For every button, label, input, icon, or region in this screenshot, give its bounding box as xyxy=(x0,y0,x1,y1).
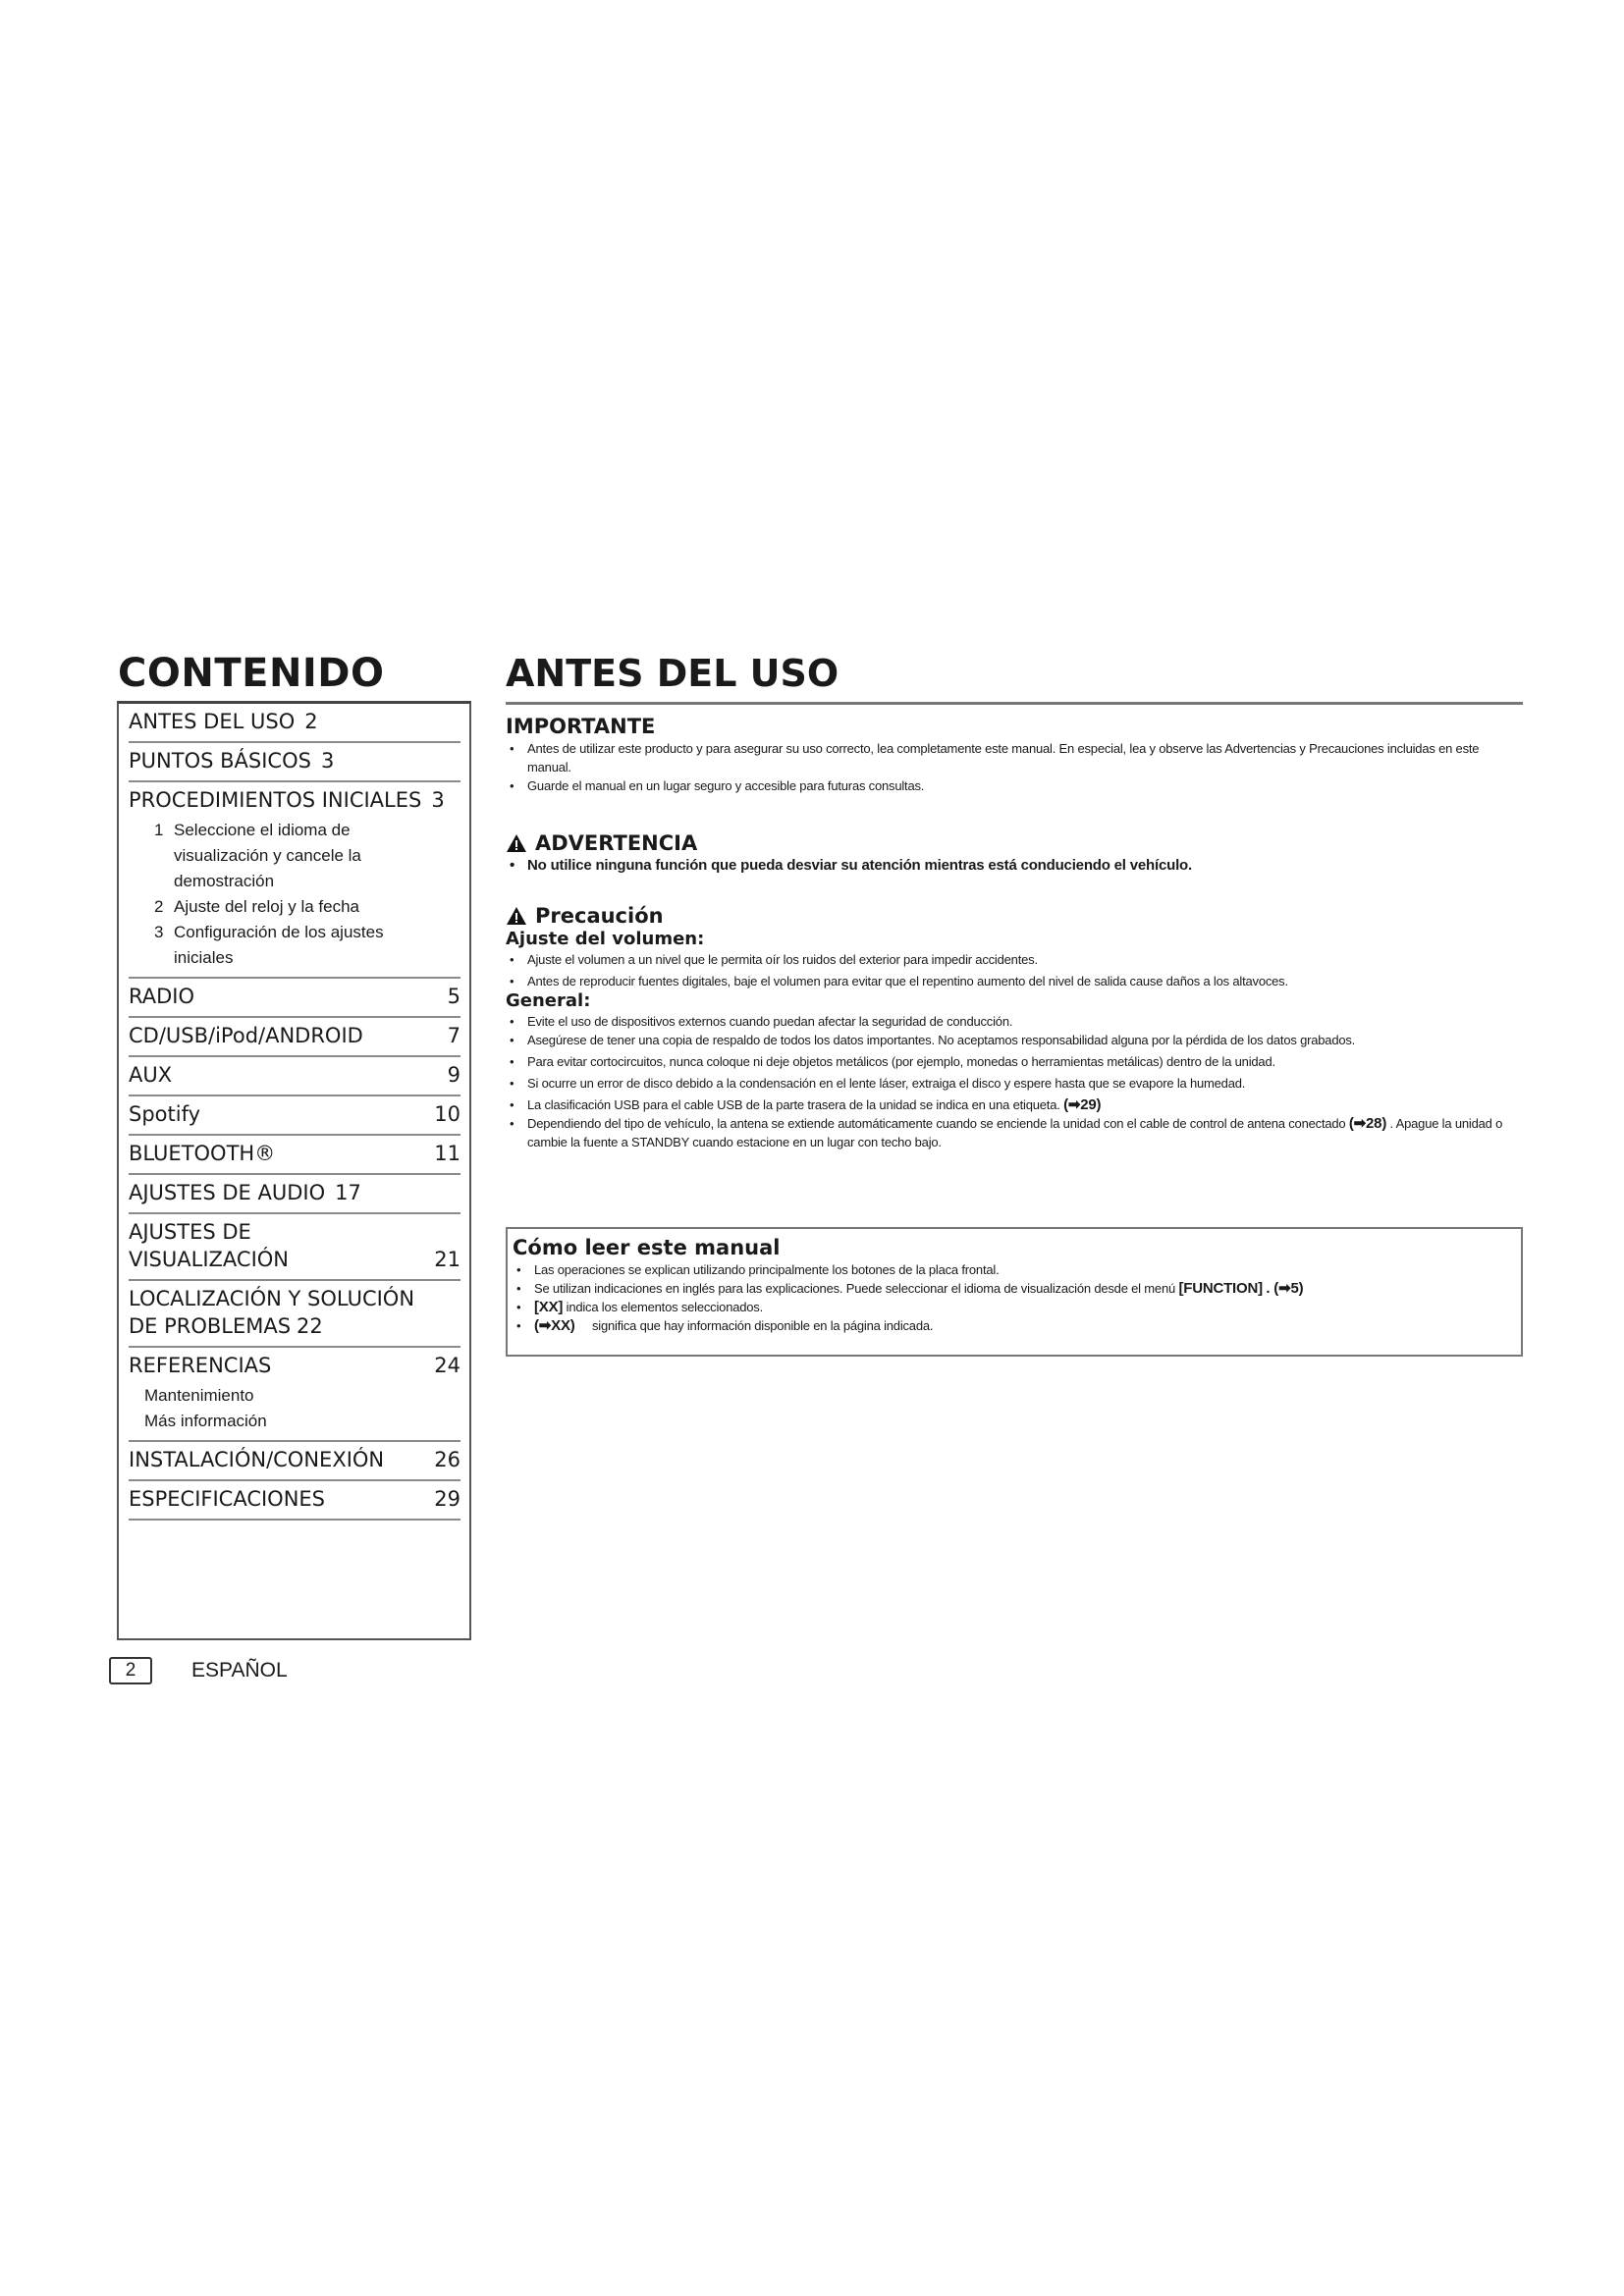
toc-subitem-number: 1 xyxy=(154,821,164,839)
toc-subitem-text: Más información xyxy=(144,1412,267,1430)
toc-entry-label: ANTES DEL USO xyxy=(129,710,296,733)
list-item: • Si ocurre un error de disco debido a la condensación en el lente láser, extraiga el disco y espere hasta que se evapore la humedad. xyxy=(510,1074,1517,1093)
toc-entry-page: 21 xyxy=(434,1248,460,1271)
importante-section xyxy=(506,714,1517,795)
list-item: • Ajuste el volumen a un nivel que le permita oír los ruidos del exterior para impedir accidentes. xyxy=(510,950,1517,969)
antenna-text: Dependiendo del tipo de vehículo, la antena se extiende automáticamente cuando se enciende la unidad con el cable de control de antena conectado xyxy=(527,1116,1346,1131)
list-item-antenna xyxy=(510,1114,1517,1151)
toc-entry-localizacion-y-solucion[interactable] xyxy=(129,1281,460,1348)
toc-subitem[interactable] xyxy=(154,894,460,920)
toc-entry-ajustes-de-visualizacion[interactable] xyxy=(129,1214,460,1281)
how-to-read-heading: Cómo leer este manual xyxy=(513,1236,781,1259)
advertencia-list xyxy=(506,856,1517,875)
general-subheading: General: xyxy=(506,990,591,1011)
advertencia-section xyxy=(506,830,1517,875)
list-item xyxy=(516,1279,1516,1298)
list-item: • Las operaciones se explican utilizando principalmente los botones de la placa frontal. xyxy=(516,1260,1516,1279)
toc-subitem-number: 3 xyxy=(154,923,164,941)
general-list xyxy=(506,1012,1517,1151)
precaucion-heading-row xyxy=(506,903,1517,929)
function-key-label: [FUNCTION] xyxy=(1178,1280,1263,1297)
list-item: • Asegúrese de tener una copia de respaldo de todos los datos importantes. No aceptamos responsabilidad alguna por la pérdida de los datos grabados. xyxy=(510,1031,1517,1049)
toc-entry-instalacion-conexion[interactable] xyxy=(129,1442,460,1481)
toc-entry-label: AJUSTES DE VISUALIZACIÓN xyxy=(129,1220,289,1271)
toc-entry-label: LOCALIZACIÓN Y SOLUCIÓN DE PROBLEMAS xyxy=(129,1287,415,1338)
precaucion-heading: Precaución xyxy=(535,904,664,928)
toc-entry-ajustes-de-audio[interactable] xyxy=(129,1175,460,1214)
page-footer xyxy=(109,1657,288,1684)
toc-entry-especificaciones[interactable] xyxy=(129,1481,460,1521)
toc-entry-bluetooth[interactable] xyxy=(129,1136,460,1175)
bullet-text: indica los elementos seleccionados. xyxy=(566,1300,764,1314)
toc-entry-cd-usb-ipod-android[interactable] xyxy=(129,1018,460,1057)
toc-subitem-number: 2 xyxy=(154,897,164,916)
toc-entry-label: Spotify xyxy=(129,1102,201,1126)
toc-entry-page: 22 xyxy=(297,1314,323,1338)
toc-entry-label: INSTALACIÓN/CONEXIÓN xyxy=(129,1448,385,1471)
toc-subitem-text: Ajuste del reloj y la fecha xyxy=(174,897,359,916)
importante-heading: IMPORTANTE xyxy=(506,715,656,738)
list-item: • Evite el uso de dispositivos externos cuando puedan afectar la seguridad de conducción. xyxy=(510,1012,1517,1031)
toc-entry-spotify[interactable] xyxy=(129,1096,460,1136)
toc-entry-radio[interactable] xyxy=(129,979,460,1018)
list-item: • Antes de utilizar este producto y para asegurar su uso correcto, lea completamente este manual. En especial, lea y observe las Advertencias y Precauciones incluidas en este manual. xyxy=(510,739,1517,776)
how-to-read-box xyxy=(506,1227,1523,1357)
toc-entry-aux[interactable] xyxy=(129,1057,460,1096)
toc-subitem-text: Seleccione el idioma de visualización y cancele la demostración xyxy=(174,821,361,890)
section-divider xyxy=(506,702,1523,705)
antenna-tail-text: . Apague la unidad o cambie la fuente a STANDBY cuando estacione en un lugar con techo bajo. xyxy=(527,1116,1503,1149)
toc-box xyxy=(117,701,471,1640)
toc-entry-page: 29 xyxy=(434,1487,460,1511)
toc-entry-page: 5 xyxy=(447,985,460,1008)
toc-entry-referencias[interactable] xyxy=(129,1348,460,1442)
toc-entry-page: 3 xyxy=(320,749,335,773)
list-item xyxy=(516,1316,1516,1335)
toc-entry-label: ESPECIFICACIONES xyxy=(129,1487,326,1511)
advertencia-heading: ADVERTENCIA xyxy=(535,831,698,855)
toc-subitem[interactable] xyxy=(154,920,460,971)
toc-entry-page: 17 xyxy=(335,1181,361,1204)
toc-subitem[interactable] xyxy=(144,1383,460,1409)
volumen-list xyxy=(506,950,1517,990)
toc-subitem-text: Configuración de los ajustes iniciales xyxy=(174,923,384,967)
toc-entry-label: AJUSTES DE AUDIO xyxy=(129,1181,326,1204)
toc-entry-label: BLUETOOTH® xyxy=(129,1142,276,1165)
toc-entry-label: REFERENCIAS xyxy=(129,1354,272,1377)
toc-entry-label: CD/USB/iPod/ANDROID xyxy=(129,1024,363,1047)
toc-entry-label: AUX xyxy=(129,1063,173,1087)
usb-text: La clasificación USB para el cable USB de la parte trasera de la unidad se indica en una etiqueta. xyxy=(527,1097,1060,1112)
selected-item-notation: [XX] xyxy=(534,1299,564,1315)
toc-list xyxy=(119,704,469,1521)
toc-entry-antes-del-uso[interactable] xyxy=(129,704,460,743)
toc-entry-page: 3 xyxy=(431,788,445,812)
bullet-text: significa que hay información disponible en la página indicada. xyxy=(592,1318,934,1333)
toc-subitem[interactable] xyxy=(154,818,460,894)
toc-subitem[interactable] xyxy=(144,1409,460,1434)
toc-entry-label: RADIO xyxy=(129,985,194,1008)
page-number: 2 xyxy=(109,1657,152,1684)
page-reference-link[interactable]: . (➡5) xyxy=(1266,1280,1304,1297)
toc-subitems xyxy=(129,1383,460,1434)
page-reference-notation: (➡XX) xyxy=(534,1317,575,1334)
list-item-usb xyxy=(510,1095,1517,1114)
toc-entry-label: PROCEDIMIENTOS INICIALES xyxy=(129,788,422,812)
toc-entry-page: 11 xyxy=(434,1142,460,1165)
toc-entry-puntos-basicos[interactable] xyxy=(129,743,460,782)
section-title: ANTES DEL USO xyxy=(506,652,839,695)
list-item: • Para evitar cortocircuitos, nunca coloque ni deje objetos metálicos (por ejemplo, monedas o herramientas metálicas) dentro de la unidad. xyxy=(510,1052,1517,1071)
toc-subitem-text: Mantenimiento xyxy=(144,1386,254,1405)
importante-list xyxy=(506,739,1517,795)
toc-entry-procedimientos-iniciales[interactable] xyxy=(129,782,460,979)
toc-entry-page: 24 xyxy=(434,1354,460,1377)
toc-entry-page: 7 xyxy=(447,1024,460,1047)
precaucion-section xyxy=(506,903,1517,1151)
list-item: • Antes de reproducir fuentes digitales, baje el volumen para evitar que el repentino aumento del nivel de salida cause daños a los altavoces. xyxy=(510,972,1517,990)
caution-triangle-icon xyxy=(506,906,527,926)
page-reference-link[interactable]: (➡28) xyxy=(1348,1115,1387,1132)
toc-entry-page: 2 xyxy=(304,710,318,733)
volumen-subheading: Ajuste del volumen: xyxy=(506,929,705,949)
toc-entry-label: PUNTOS BÁSICOS xyxy=(129,749,311,773)
page-reference-link[interactable]: (➡29) xyxy=(1063,1096,1102,1113)
list-item xyxy=(516,1298,1516,1316)
toc-entry-page: 10 xyxy=(434,1102,460,1126)
bullet-text: Se utilizan indicaciones en inglés para las explicaciones. Puede seleccionar el idioma de visualización desde el menú xyxy=(534,1281,1176,1296)
toc-title: CONTENIDO xyxy=(118,651,385,696)
toc-entry-page: 9 xyxy=(447,1063,460,1087)
toc-entry-page: 26 xyxy=(434,1448,460,1471)
language-label: ESPAÑOL xyxy=(191,1659,288,1682)
advertencia-heading-row xyxy=(506,830,1517,856)
list-item: • Guarde el manual en un lugar seguro y accesible para futuras consultas. xyxy=(510,776,1517,795)
list-item: • No utilice ninguna función que pueda desviar su atención mientras está conduciendo el vehículo. xyxy=(510,856,1517,875)
warning-triangle-icon xyxy=(506,833,527,853)
toc-subitems xyxy=(129,818,460,971)
how-to-read-list xyxy=(513,1260,1516,1335)
